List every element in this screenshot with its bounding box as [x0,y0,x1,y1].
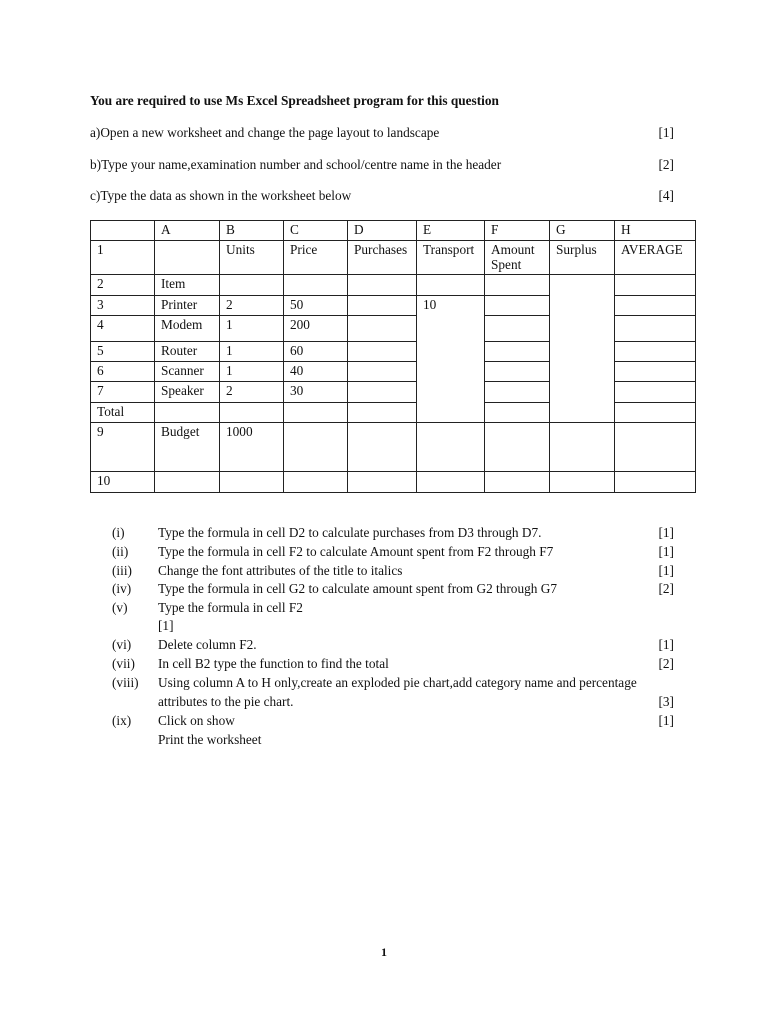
subtask-number: (v) [112,600,128,615]
cell: 1000 [220,423,284,472]
cell: 200 [284,316,348,342]
cell [485,342,550,362]
cell: Printer [155,296,220,316]
cell: F [485,221,550,241]
subtask-number: (ix) [112,713,132,728]
cell [348,472,417,493]
cell [417,423,485,472]
column-letter-row [91,221,696,241]
question-heading: You are required to use Ms Excel Spreadsheet program for this question [90,93,499,108]
cell [348,275,417,296]
cell [417,472,485,493]
subtask-number: (iv) [112,581,132,596]
cell: Budget [155,423,220,472]
subtask-mark: [3] [658,694,674,709]
subtask-number: (i) [112,525,125,540]
subtask-text: Type the formula in cell F2 to calculate Amount spent from F2 through F7 [158,544,554,559]
cell: 1 [220,362,284,382]
cell [284,423,348,472]
table-row [91,472,696,493]
task-b-text: b)Type your name,examination number and school/centre name in the header [90,157,502,172]
cell [485,472,550,493]
cell [348,316,417,342]
cell: 60 [284,342,348,362]
task-b-mark: [2] [658,157,674,172]
cell: 10 [91,472,155,493]
cell: A [155,221,220,241]
cell: 3 [91,296,155,316]
cell [615,296,696,316]
subtask-text: Change the font attributes of the title to italics [158,563,403,578]
task-a-mark: [1] [658,125,674,140]
cell: Purchases [348,241,417,275]
cell [615,423,696,472]
subtask-mark: [2] [658,581,674,596]
subtask-number: (vii) [112,656,135,671]
cell [155,472,220,493]
task-c-text: c)Type the data as shown in the worksheet below [90,188,352,203]
cell [284,275,348,296]
cell: 40 [284,362,348,382]
cell [348,382,417,403]
subtask-number: (iii) [112,563,132,578]
cell: 6 [91,362,155,382]
cell [485,362,550,382]
cell: Speaker [155,382,220,403]
cell [348,296,417,316]
cell [485,403,550,423]
cell: G [550,221,615,241]
cell [220,472,284,493]
header-row [91,241,696,275]
cell [417,275,485,296]
subtask-text: In cell B2 type the function to find the total [158,656,389,671]
cell: 30 [284,382,348,403]
subtask-number: (vi) [112,637,132,652]
cell: 1 [220,342,284,362]
cell [348,423,417,472]
cell: 1 [220,316,284,342]
cell [155,241,220,275]
cell [284,472,348,493]
cell: Surplus [550,241,615,275]
subtask-mark: [1] [658,525,674,540]
cell: 10 [417,296,485,423]
subtask-text: Type the formula in cell D2 to calculate purchases from D3 through D7. [158,525,542,540]
cell: Transport [417,241,485,275]
cell [284,403,348,423]
cell: 9 [91,423,155,472]
cell: Units [220,241,284,275]
cell [348,362,417,382]
cell: Price [284,241,348,275]
subtask-number: (ii) [112,544,129,559]
cell: Scanner [155,362,220,382]
table-row [91,275,696,296]
worksheet-table [90,220,696,493]
cell: 2 [91,275,155,296]
cell: 5 [91,342,155,362]
task-a-text: a)Open a new worksheet and change the page layout to landscape [90,125,440,140]
subtask-text: Delete column F2. [158,637,257,652]
cell: Amount Spent [485,241,550,275]
cell [485,275,550,296]
cell [550,275,615,423]
cell [485,423,550,472]
cell: 7 [91,382,155,403]
cell [485,382,550,403]
cell: H [615,221,696,241]
subtask-text: attributes to the pie chart. [158,694,294,709]
cell: E [417,221,485,241]
cell [615,362,696,382]
cell [615,316,696,342]
cell [348,342,417,362]
subtask-text: Type the formula in cell G2 to calculate amount spent from G2 through G7 [158,581,557,596]
cell [155,403,220,423]
page-number: 1 [381,945,387,959]
subtask-mark: [1] [658,713,674,728]
cell [220,403,284,423]
subtask-mark: [1] [658,637,674,652]
subtask-number: (viii) [112,675,139,690]
cell [91,221,155,241]
cell [615,403,696,423]
subtask-mark: [1] [658,563,674,578]
cell [485,316,550,342]
subtask-text: Click on show [158,713,235,728]
cell: 2 [220,382,284,403]
subtask-mark: [2] [658,656,674,671]
cell: D [348,221,417,241]
cell: C [284,221,348,241]
cell [550,472,615,493]
cell [615,472,696,493]
cell: Total [91,403,155,423]
cell: Item [155,275,220,296]
cell: 50 [284,296,348,316]
subtask-mark: [1] [658,544,674,559]
cell [615,382,696,403]
cell: Router [155,342,220,362]
cell: B [220,221,284,241]
cell: 1 [91,241,155,275]
subtask-text: [1] [158,618,174,633]
cell: Modem [155,316,220,342]
subtask-text: Type the formula in cell F2 [158,600,303,615]
cell: AVERAGE [615,241,696,275]
cell [615,275,696,296]
cell [220,275,284,296]
cell [615,342,696,362]
cell: 4 [91,316,155,342]
cell [550,423,615,472]
cell [348,403,417,423]
cell: 2 [220,296,284,316]
cell [485,296,550,316]
task-c-mark: [4] [658,188,674,203]
subtask-text: Using column A to H only,create an exploded pie chart,add category name and percentage [158,675,637,690]
subtask-text: Print the worksheet [158,732,262,747]
table-row [91,423,696,472]
